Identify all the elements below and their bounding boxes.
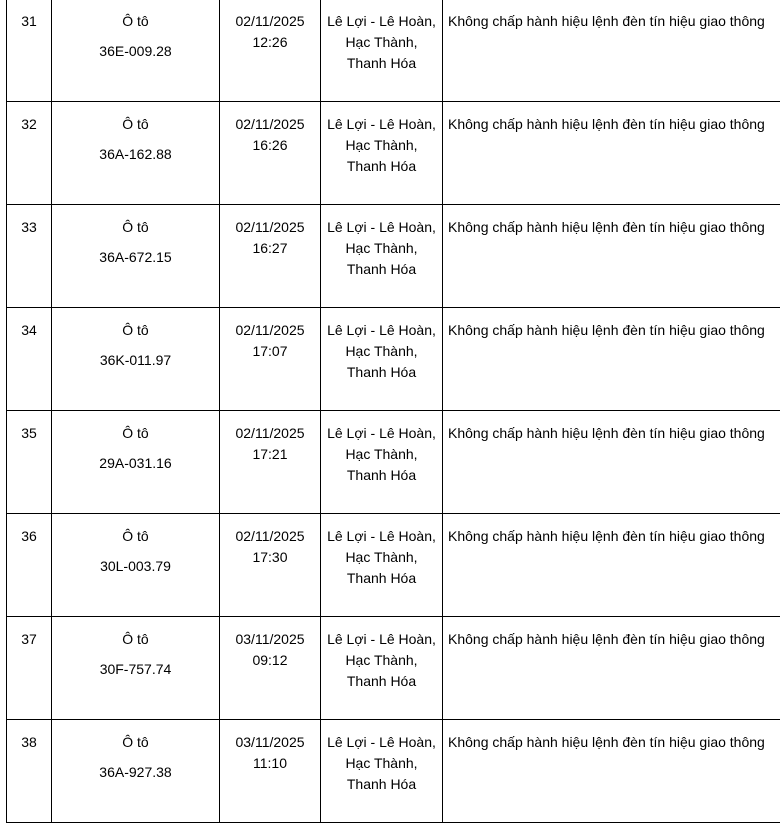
violation-description: Không chấp hành hiệu lệnh đèn tín hiệu giao thông xyxy=(448,631,765,647)
vehicle-type: Ô tô xyxy=(122,219,149,235)
row-index: 31 xyxy=(21,13,37,29)
violation-date: 02/11/2025 xyxy=(235,322,305,338)
violation-time: 17:30 xyxy=(252,549,288,565)
violation-location: Lê Lợi - Lê Hoàn, Hạc Thành, Thanh Hóa xyxy=(327,528,436,586)
datetime-cell xyxy=(220,720,321,823)
row-index: 33 xyxy=(21,219,37,235)
datetime-cell xyxy=(220,411,321,514)
table-row xyxy=(7,0,780,102)
license-plate: 36A-162.88 xyxy=(99,146,172,162)
location-cell xyxy=(321,411,443,514)
violation-time: 16:27 xyxy=(252,240,288,256)
vehicle-cell xyxy=(52,411,220,514)
vehicle-cell xyxy=(52,720,220,823)
datetime-cell xyxy=(220,102,321,205)
violation-description: Không chấp hành hiệu lệnh đèn tín hiệu giao thông xyxy=(448,116,765,132)
table-row xyxy=(7,617,780,720)
location-cell xyxy=(321,205,443,308)
row-index-cell xyxy=(7,0,52,102)
violation-description: Không chấp hành hiệu lệnh đèn tín hiệu giao thông xyxy=(448,219,765,235)
row-index: 32 xyxy=(21,116,37,132)
violation-location: Lê Lợi - Lê Hoàn, Hạc Thành, Thanh Hóa xyxy=(327,116,436,174)
location-cell xyxy=(321,617,443,720)
table-row xyxy=(7,205,780,308)
violation-time: 09:12 xyxy=(252,652,288,668)
license-plate: 30F-757.74 xyxy=(99,661,172,677)
violation-location: Lê Lợi - Lê Hoàn, Hạc Thành, Thanh Hóa xyxy=(327,219,436,277)
violations-table xyxy=(6,0,780,823)
vehicle-type: Ô tô xyxy=(122,322,149,338)
violation-cell xyxy=(443,205,780,308)
license-plate: 36A-927.38 xyxy=(99,764,172,780)
vehicle-cell xyxy=(52,0,220,102)
datetime-cell xyxy=(220,617,321,720)
location-cell xyxy=(321,102,443,205)
datetime-cell xyxy=(220,205,321,308)
location-cell xyxy=(321,720,443,823)
row-index: 35 xyxy=(21,425,37,441)
datetime-cell xyxy=(220,514,321,617)
row-index: 34 xyxy=(21,322,37,338)
vehicle-cell xyxy=(52,514,220,617)
vehicle-cell xyxy=(52,308,220,411)
violation-location: Lê Lợi - Lê Hoàn, Hạc Thành, Thanh Hóa xyxy=(327,734,436,792)
row-index-cell xyxy=(7,514,52,617)
row-index-cell xyxy=(7,308,52,411)
vehicle-type: Ô tô xyxy=(122,734,149,750)
row-index-cell xyxy=(7,411,52,514)
license-plate: 36E-009.28 xyxy=(99,43,172,59)
row-index-cell xyxy=(7,102,52,205)
violation-cell xyxy=(443,617,780,720)
violation-description: Không chấp hành hiệu lệnh đèn tín hiệu giao thông xyxy=(448,13,765,29)
license-plate: 36K-011.97 xyxy=(99,352,172,368)
vehicle-type: Ô tô xyxy=(122,631,149,647)
vehicle-type: Ô tô xyxy=(122,528,149,544)
location-cell xyxy=(321,0,443,102)
license-plate: 29A-031.16 xyxy=(99,455,172,471)
table-row xyxy=(7,308,780,411)
row-index-cell xyxy=(7,205,52,308)
violation-date: 02/11/2025 xyxy=(235,528,305,544)
table-row xyxy=(7,102,780,205)
vehicle-cell xyxy=(52,102,220,205)
violation-date: 03/11/2025 xyxy=(235,734,305,750)
violation-location: Lê Lợi - Lê Hoàn, Hạc Thành, Thanh Hóa xyxy=(327,13,436,71)
table-row xyxy=(7,514,780,617)
violation-cell xyxy=(443,102,780,205)
vehicle-type: Ô tô xyxy=(122,425,149,441)
violation-time: 11:10 xyxy=(253,755,287,771)
license-plate: 36A-672.15 xyxy=(99,249,172,265)
violation-location: Lê Lợi - Lê Hoàn, Hạc Thành, Thanh Hóa xyxy=(327,425,436,483)
datetime-cell xyxy=(220,0,321,102)
violation-description: Không chấp hành hiệu lệnh đèn tín hiệu giao thông xyxy=(448,528,765,544)
location-cell xyxy=(321,308,443,411)
violation-date: 03/11/2025 xyxy=(235,631,305,647)
row-index: 36 xyxy=(21,528,37,544)
vehicle-cell xyxy=(52,617,220,720)
vehicle-type: Ô tô xyxy=(122,13,149,29)
row-index-cell xyxy=(7,720,52,823)
violation-cell xyxy=(443,720,780,823)
violation-cell xyxy=(443,411,780,514)
violation-time: 17:07 xyxy=(252,343,288,359)
violation-date: 02/11/2025 xyxy=(235,425,305,441)
violation-time: 16:26 xyxy=(252,137,288,153)
violation-date: 02/11/2025 xyxy=(235,219,305,235)
violation-date: 02/11/2025 xyxy=(235,116,305,132)
violation-description: Không chấp hành hiệu lệnh đèn tín hiệu giao thông xyxy=(448,734,765,750)
violation-location: Lê Lợi - Lê Hoàn, Hạc Thành, Thanh Hóa xyxy=(327,322,436,380)
violation-cell xyxy=(443,308,780,411)
row-index: 37 xyxy=(21,631,37,647)
table-row xyxy=(7,411,780,514)
row-index: 38 xyxy=(21,734,37,750)
violation-cell xyxy=(443,514,780,617)
violation-time: 17:21 xyxy=(252,446,288,462)
row-index-cell xyxy=(7,617,52,720)
violation-description: Không chấp hành hiệu lệnh đèn tín hiệu giao thông xyxy=(448,425,765,441)
vehicle-cell xyxy=(52,205,220,308)
location-cell xyxy=(321,514,443,617)
violation-date: 02/11/2025 xyxy=(235,13,305,29)
datetime-cell xyxy=(220,308,321,411)
violation-location: Lê Lợi - Lê Hoàn, Hạc Thành, Thanh Hóa xyxy=(327,631,436,689)
vehicle-type: Ô tô xyxy=(122,116,149,132)
violations-table-body xyxy=(7,0,780,823)
violation-description: Không chấp hành hiệu lệnh đèn tín hiệu giao thông xyxy=(448,322,765,338)
table-row xyxy=(7,720,780,823)
license-plate: 30L-003.79 xyxy=(100,558,171,574)
violation-time: 12:26 xyxy=(252,34,288,50)
violation-cell xyxy=(443,0,780,102)
